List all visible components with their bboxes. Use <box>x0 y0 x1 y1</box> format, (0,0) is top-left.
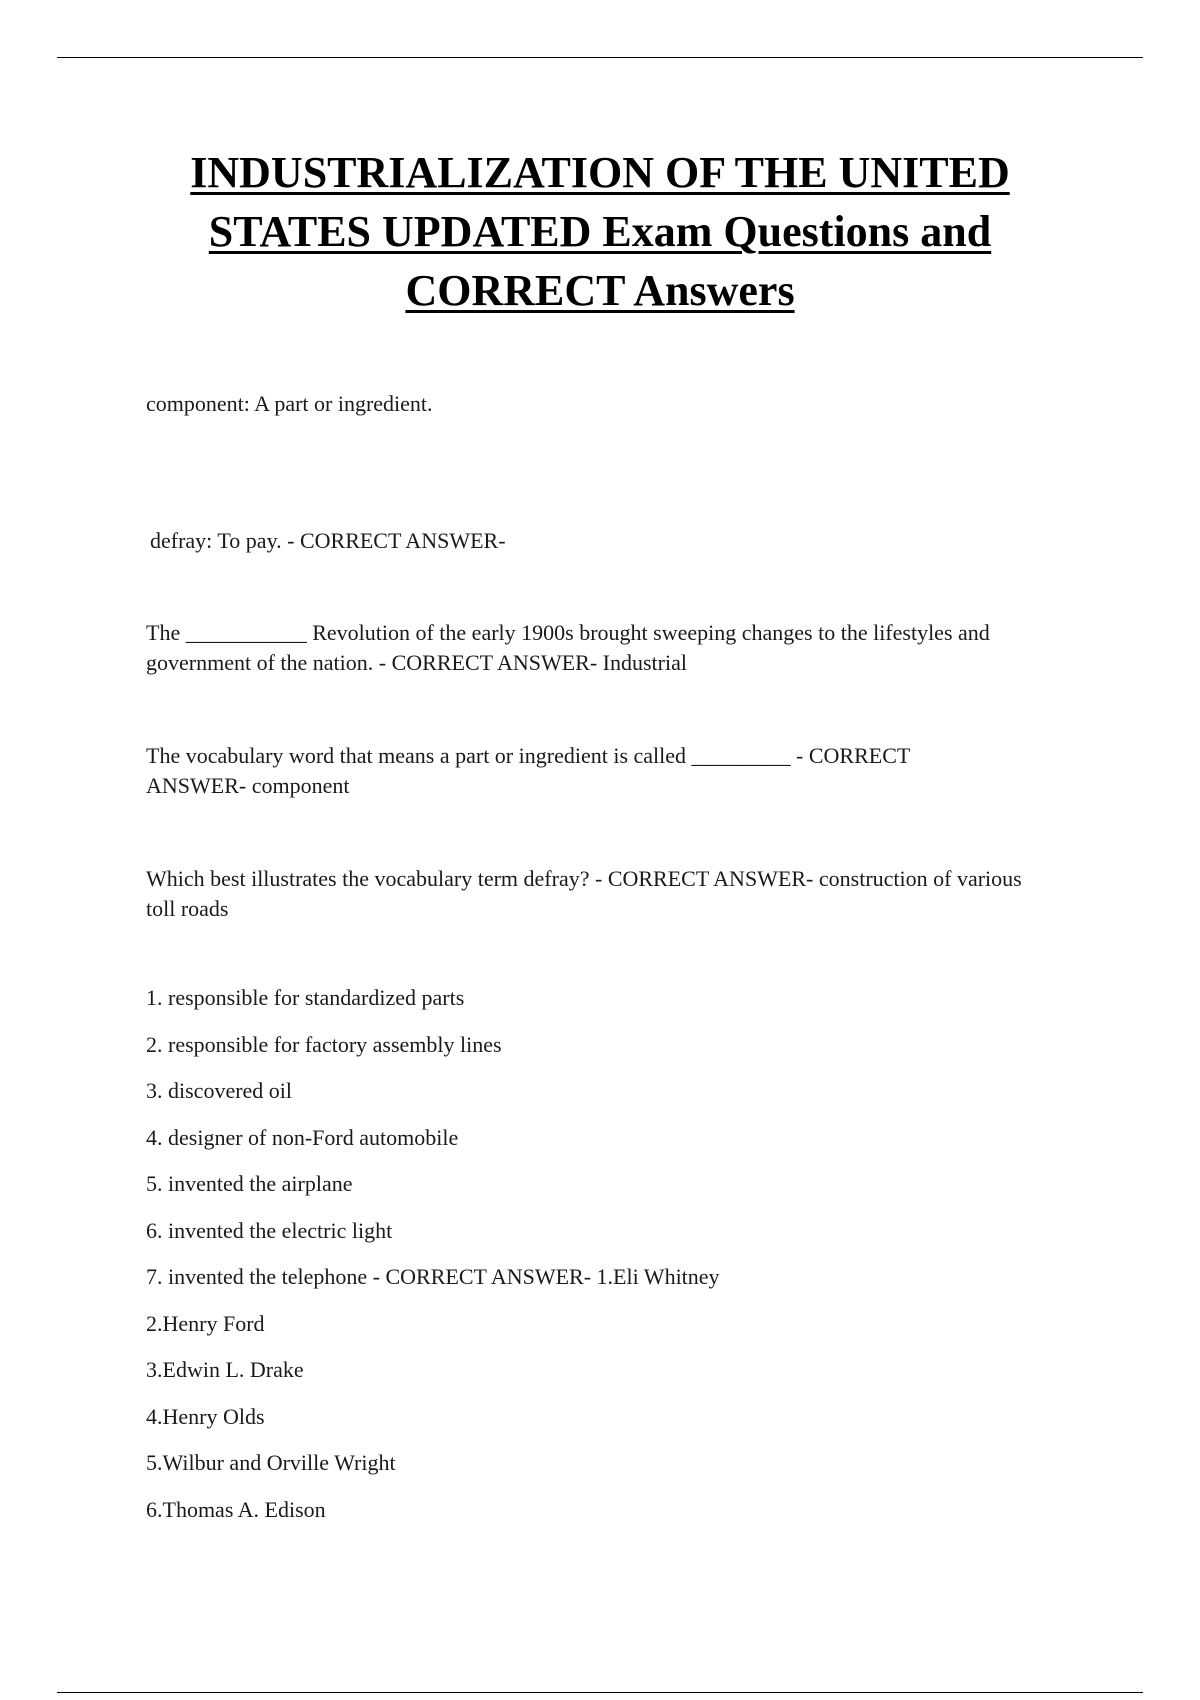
title-line: STATES UPDATED Exam Questions and <box>208 207 992 256</box>
definition-component: component: A part or ingredient. <box>146 391 433 416</box>
list-item: 5. invented the airplane <box>146 1171 353 1196</box>
top-rule <box>57 57 1143 58</box>
list-item: 1. responsible for standardized parts <box>146 985 465 1010</box>
document-title <box>100 143 1100 320</box>
question-component-vocabulary <box>146 741 1046 801</box>
list-item: 7. invented the telephone - CORRECT ANSWER- 1.Eli Whitney <box>146 1264 720 1289</box>
list-item: 4.Henry Olds <box>146 1403 265 1429</box>
list-item: 6.Thomas A. Edison <box>146 1496 326 1522</box>
list-item: 3. discovered oil <box>146 1078 293 1103</box>
question-line: ANSWER- component <box>146 773 350 798</box>
question-line: The vocabulary word that means a part or ingredient is called _________ - CORRECT <box>146 743 911 768</box>
title-line: INDUSTRIALIZATION OF THE UNITED <box>190 148 1010 197</box>
question-defray-illustration: Which best illustrates the vocabulary term defray? - CORRECT ANSWER- construction of various toll roads <box>146 866 1022 921</box>
list-item: 2.Henry Ford <box>146 1310 265 1336</box>
list-item: 2. responsible for factory assembly lines <box>146 1031 502 1057</box>
title-line: CORRECT Answers <box>405 266 795 315</box>
list-item: 3.Edwin L. Drake <box>146 1357 304 1382</box>
list-item: 4. designer of non-Ford automobile <box>146 1124 459 1150</box>
list-item: 5.Wilbur and Orville Wright <box>146 1450 396 1475</box>
matching-list <box>146 983 720 1541</box>
question-industrial-revolution: The ___________ Revolution of the early 1900s brought sweeping changes to the lifestyles and government of the nation. - CORRECT ANSWER- Industrial <box>146 620 990 675</box>
bottom-rule <box>57 1692 1143 1693</box>
definition-defray: defray: To pay. - CORRECT ANSWER- <box>150 528 506 553</box>
list-item: 6. invented the electric light <box>146 1217 393 1243</box>
